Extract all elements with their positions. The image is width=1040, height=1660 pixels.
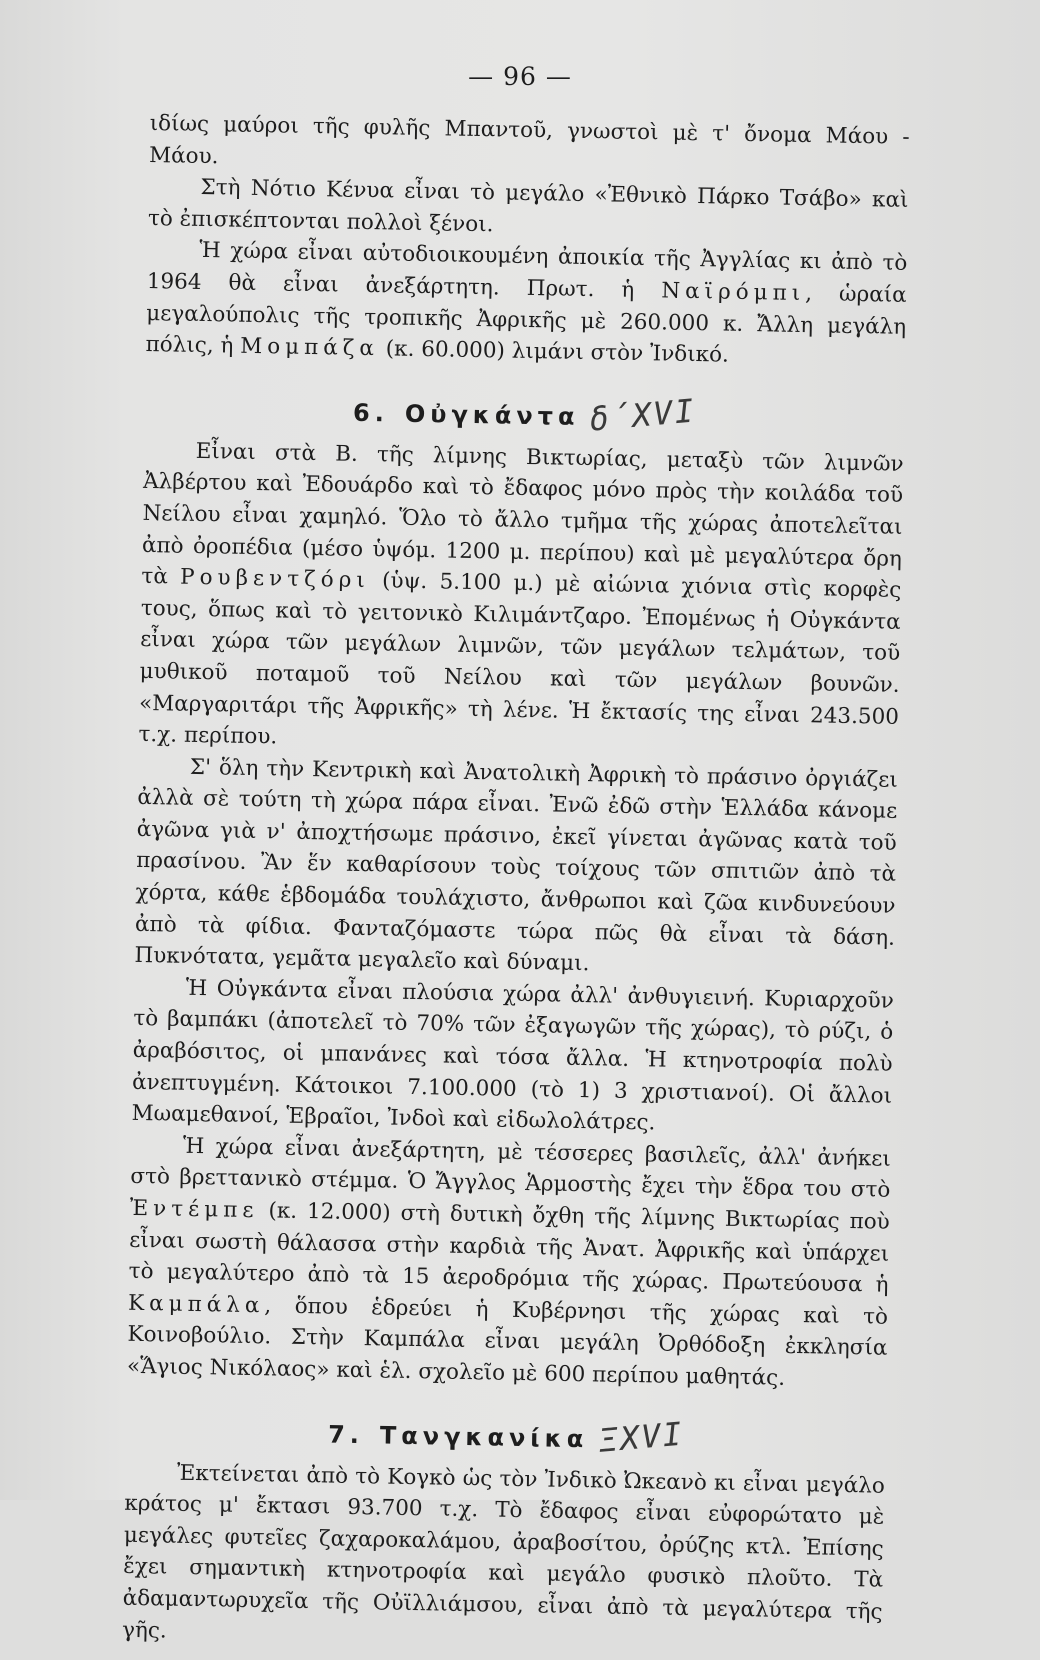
section-heading-tanganyika <box>125 1408 886 1460</box>
section-title: Οὐγκάντα <box>404 399 580 431</box>
paragraph-prev-3-part-c: (κ. 60.000) λιμάνι στὸν Ἰνδικό. <box>378 336 730 368</box>
section-heading-uganda <box>144 387 905 439</box>
city-entebbe: Ἐντέμπε <box>129 1195 259 1224</box>
paragraph-prev-3-part-a: Ἡ χώρα εἶναι αὐτοδιοικουμένη ἀποικία τῆς Ἀγγλίας κι ἀπὸ τὸ 1964 θὰ εἶναι ἀνεξάρτητη. Πρωτ. ἡ <box>146 238 908 304</box>
handwritten-annotation: ΞXVI <box>596 1414 685 1460</box>
city-nairobi: Ναϊρόμπι <box>661 278 806 307</box>
tanganyika-paragraph-1: Ἐκτείνεται ἀπὸ τὸ Κογκὸ ὡς τὸν Ἰνδικὸ Ὠκεανὸ κι εἶναι μεγάλο κράτος μ' ἔκτασι 93.700 τ.χ. Τὸ ἔδαφος εἶναι εὐφορώτατο μὲ μεγάλες φυτεῖες ζαχαροκαλάμου, ἀραβοσίτου, ὀρύζης κτλ. Ἐπίσης ἔχει σημαντικὴ κτηνοτροφία καὶ μεγάλο φυσικὸ πλοῦτο. Τὰ ἀδαμαντωρυχεῖα τῆς Οὐϊλλιάμσου, εἶναι ἀπὸ τὰ μεγαλύτερα τῆς γῆς. <box>121 1460 886 1644</box>
paragraph-prev-3 <box>145 234 907 374</box>
paragraph-prev-3-part-b: , ὡραία μεγαλούπολις τῆς τροπικῆς Ἀφρικῆς μὲ 260.000 κ. Ἄλλη μεγάλη πόλις, ἡ <box>145 281 907 359</box>
section-title: Τανγκανίκα <box>379 1421 589 1453</box>
uganda-paragraph-4-part-c: , ὅπου ἑδρεύει ἡ Κυβέρνησι τῆς χώρας καὶ τὸ Κοινοβούλιο. Στὴν Καμπάλα εἶναι μεγάλη Ὀρθόδοξη ἐκκλησία «Ἅγιος Νικόλαος» καὶ ἑλ. σχολεῖο μὲ 600 περίπου μαθητάς. <box>126 1293 889 1391</box>
uganda-paragraph-1-part-b: (ὑψ. 5.100 μ.) μὲ αἰώνια χιόνια στὶς κορφὲς τους, ὅπως καὶ τὸ γειτονικὸ Κιλιμάντζαρο. Ἐπομένως ἡ Οὐγκάντα εἶναι χώρα τῶν μεγάλων λιμνῶν, τῶν μεγάλων τελμάτων, τοῦ μυθικοῦ ποταμοῦ τοῦ Νείλου καὶ τῶν μεγάλων βουνῶν. «Μαργαριτάρι τῆς Ἀφρικῆς» τὴ λένε. Ἡ ἔκτασίς της εἶναι 243.500 τ.χ. περίπου. <box>138 568 902 750</box>
uganda-paragraph-3: Ἡ Οὐγκάντα εἶναι πλούσια χώρα ἀλλ' ἀνθυγιεινή. Κυριαρχοῦν τὸ βαμπάκι (ἀποτελεῖ τὸ 70% τῶν ἐξαγωγῶν τῆς χώρας), τὸ ρύζι, ὁ ἀραβόσιτος, οἱ μπανάνες καὶ τόσα ἄλλα. Ἡ κτηνοτροφία πολὺ ἀνεπτυγμένη. Κάτοικοι 7.100.000 (τὸ 1) 3 χριστιανοί). Οἱ ἄλλοι Μωαμεθανοί, Ἑβραῖοι, Ἰνδοὶ καὶ εἰδωλολάτρες. <box>131 975 894 1136</box>
uganda-paragraph-2: Σ' ὅλη τὴν Κεντρικὴ καὶ Ἀνατολικὴ Ἀφρικὴ τὸ πράσινο ὀργιάζει ἀλλὰ σὲ τούτη τὴ χώρα πάρα εἶναι. Ἐνῶ ἐδῶ στὴν Ἑλλάδα κάνομε ἀγῶνα γιὰ ν' ἀποχτήσωμε πράσινο, ἐκεῖ γίνεται ἀγῶνας κατὰ τοῦ πρασίνου. Ἂν ἕν καθαρίσουν τοὺς τοίχους τῶν σπιτιῶν ἀπὸ τὰ χόρτα, κάθε ἑβδομάδα τουλάχιστο, ἄνθρωποι καὶ ζῶα κινδυνεύουν ἀπὸ τὰ φίδια. Φανταζόμαστε τώρα πῶς θὰ εἶναι τὰ δάση. Πυκνότατα, γεμᾶτα μεγαλεῖο καὶ δύναμι. <box>134 754 899 977</box>
uganda-paragraph-1 <box>138 435 904 765</box>
handwritten-annotation: δ΄XVI <box>588 391 698 439</box>
page-number: — 96 — <box>468 62 572 91</box>
paragraph-prev-1: ιδίως μαύροι τῆς φυλῆς Μπαντοῦ, γνωστοὶ μὲ τ' ὄνομα Μάου - Μάου. <box>148 110 910 169</box>
city-mombasa: Μομπάζα <box>239 333 380 362</box>
uganda-paragraph-4-part-a: Ἡ χώρα εἶναι ἀνεξάρτητη, μὲ τέσσερες βασιλεῖς, ἀλλ' ἀνήκει στὸ βρεττανικὸ στέμμα. Ὁ Ἄγγλος Ἁρμοστὴς ἔχει τὴν ἕδρα του στὸ <box>130 1133 892 1204</box>
city-kampala: Καμπάλα <box>127 1290 265 1319</box>
uganda-paragraph-4-part-b: (κ. 12.000) στὴ δυτικὴ ὄχθη τῆς λίμνης Βικτωρίας ποὺ εἶναι σωστὴ θάλασσα στὴν καρδιὰ τῆς Ἀνατ. Ἀφρικῆς καὶ ὑπάρχει τὸ μεγαλύτερο ἀπὸ τὰ 15 ἀεροδρόμια τῆς χώρας. Πρωτεύουσα ἡ <box>128 1198 890 1298</box>
uganda-paragraph-4 <box>127 1130 892 1397</box>
page-body <box>122 108 910 1660</box>
paragraph-prev-2: Στὴ Νότιο Κένυα εἶναι τὸ μεγάλο «Ἐθνικὸ Πάρκο Τσάβο» καὶ τὸ ἐπισκέπτονται πολλοὶ ξένοι. <box>147 175 909 238</box>
section-number: 7. <box>327 1420 365 1449</box>
section-number: 6. <box>352 398 390 428</box>
uganda-paragraph-1-part-a: Εἶναι στὰ Β. τῆς λίμνης Βικτωρίας, μεταξὺ τῶν λιμνῶν Ἀλβέρτου καὶ Ἐδουάρδο καὶ τὸ ἔδαφος μόνο πρὸς τὴν κοιλάδα τοῦ Νείλου εἶναι χαμηλό. Ὅλο τὸ ἄλλο τμῆμα τῆς χώρας ἀποτελεῖται ἀπὸ ὀροπέδια (μέσο ὑψόμ. 1200 μ. περίπου) καὶ μὲ μεγαλύτερα ὄρη τὰ <box>141 438 904 590</box>
mountains-ruwenzori: Ρουβεντζόρι <box>179 564 371 594</box>
